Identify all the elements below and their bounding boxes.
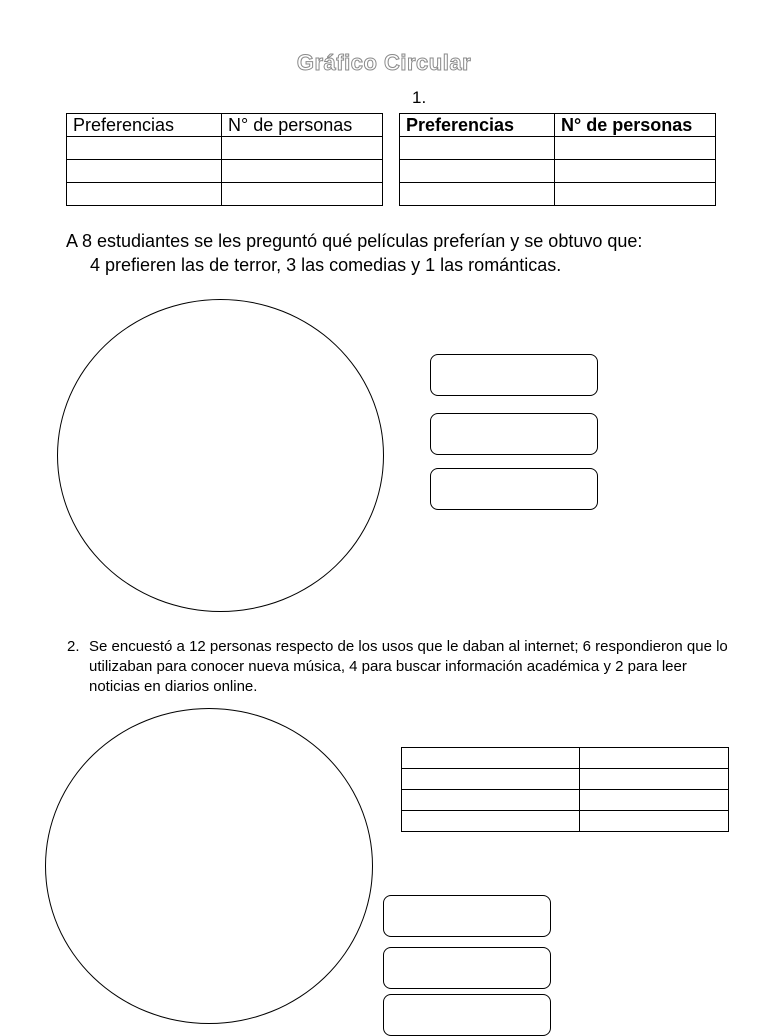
question-2-statement (67, 637, 737, 697)
question-2-number: 2. (67, 638, 80, 655)
table-row (400, 160, 716, 183)
statement-text: Se encuestó a 12 personas respecto de los usos que le daban al internet; 6 respondieron que lo utilizaban para conocer nueva música, 4 para buscar información académica y 2 para leer noticias en diarios online. (89, 638, 728, 695)
table-row (402, 748, 729, 769)
table-row (67, 183, 383, 206)
question-1-statement (66, 229, 746, 277)
pie-circle-1[interactable] (57, 299, 384, 612)
legend-box[interactable] (383, 947, 551, 989)
legend-box[interactable] (430, 413, 598, 455)
table-row (402, 811, 729, 832)
pie-circle-2[interactable] (45, 708, 373, 1024)
legend-box[interactable] (430, 354, 598, 396)
table-row (67, 160, 383, 183)
table-cell[interactable] (67, 137, 222, 160)
table-cell[interactable] (580, 769, 729, 790)
legend-box[interactable] (383, 994, 551, 1036)
page-title: Gráfico Circular (296, 50, 472, 75)
table-header-row (400, 114, 716, 137)
table-cell[interactable] (580, 790, 729, 811)
header-n-personas: N° de personas (222, 114, 383, 137)
table-cell[interactable] (222, 160, 383, 183)
table-question-2 (401, 747, 729, 832)
table-cell[interactable] (67, 183, 222, 206)
header-preferencias: Preferencias (400, 114, 555, 137)
table-cell[interactable] (402, 790, 580, 811)
table-cell[interactable] (400, 137, 555, 160)
header-preferencias: Preferencias (67, 114, 222, 137)
table-row (402, 769, 729, 790)
table-header-row (67, 114, 383, 137)
table-cell[interactable] (555, 160, 716, 183)
legend-box[interactable] (430, 468, 598, 510)
table-cell[interactable] (555, 183, 716, 206)
table-cell[interactable] (222, 183, 383, 206)
table-cell[interactable] (580, 811, 729, 832)
table-cell[interactable] (400, 183, 555, 206)
table-row (402, 790, 729, 811)
table-cell[interactable] (580, 748, 729, 769)
header-n-personas: N° de personas (555, 114, 716, 137)
legend-box[interactable] (383, 895, 551, 937)
table-cell[interactable] (555, 137, 716, 160)
table-cell[interactable] (402, 748, 580, 769)
statement-line: 4 prefieren las de terror, 3 las comedias y 1 las románticas. (90, 255, 562, 275)
table-cell[interactable] (222, 137, 383, 160)
table-row (400, 137, 716, 160)
statement-line: A 8 estudiantes se les preguntó qué películas preferían y se obtuvo que: (66, 231, 643, 251)
table-row (67, 137, 383, 160)
table-left (66, 113, 383, 206)
table-cell[interactable] (400, 160, 555, 183)
table-cell[interactable] (402, 811, 580, 832)
table-cell[interactable] (67, 160, 222, 183)
table-right (399, 113, 716, 206)
question-1-number: 1. (412, 88, 427, 107)
table-cell[interactable] (402, 769, 580, 790)
table-row (400, 183, 716, 206)
